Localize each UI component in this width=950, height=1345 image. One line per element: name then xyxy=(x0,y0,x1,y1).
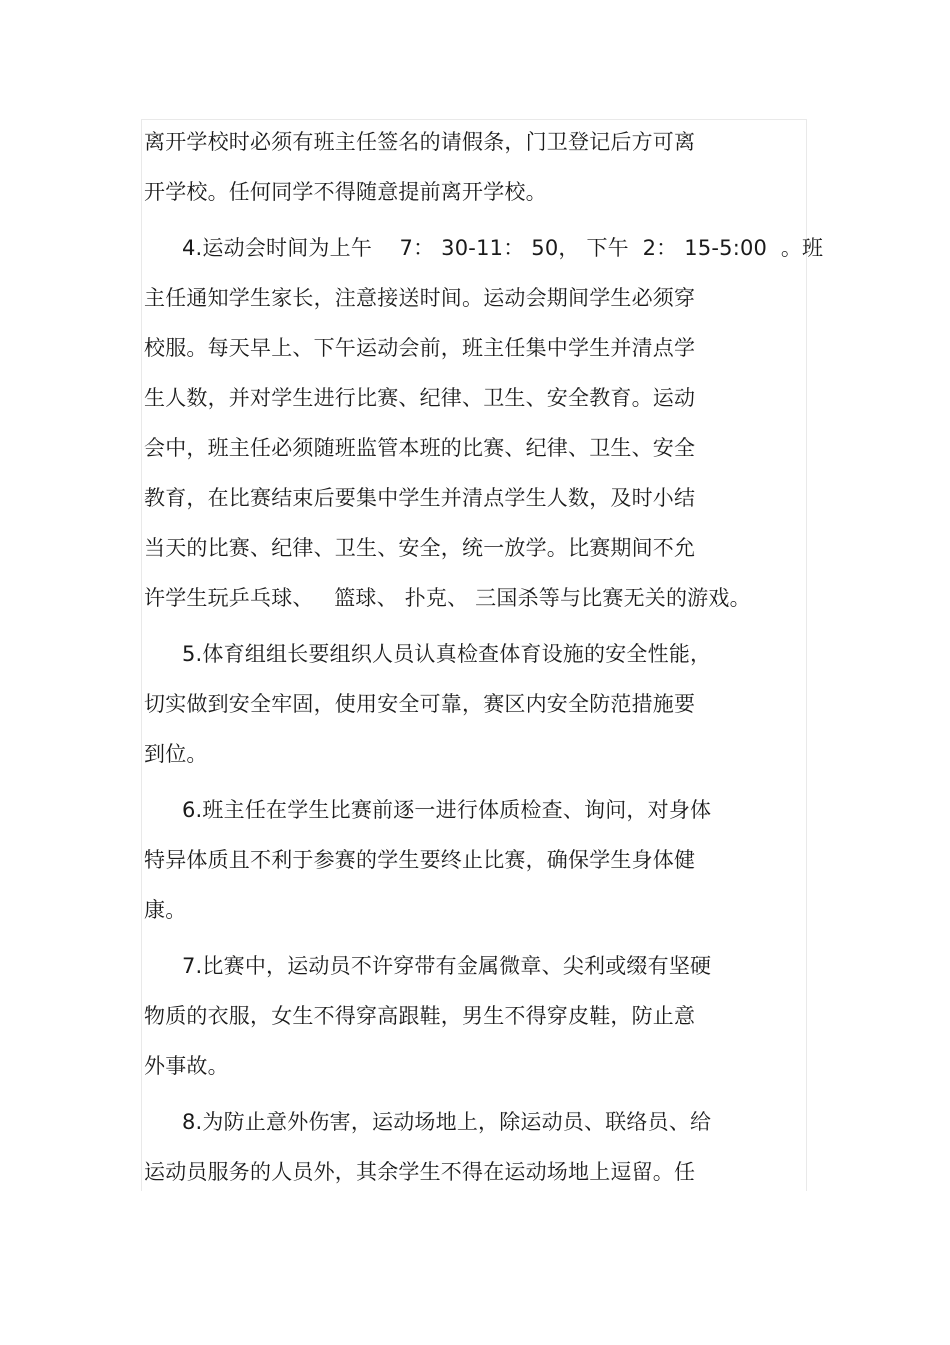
paragraph-6-line: 6.班主任在学生比赛前逐一进行体质检查、询问，对身体 xyxy=(182,798,712,822)
paragraph-4-line: 4.运动会时间为上午 7： 30-11： 50， 下午 2： 15-5:00 。班 xyxy=(182,236,824,260)
text-line: 许学生玩乒乓球、 篮球、 扑克、 三国杀等与比赛无关的游戏。 xyxy=(144,586,751,610)
text-line: 生人数，并对学生进行比赛、纪律、卫生、安全教育。运动 xyxy=(144,386,696,410)
paragraph-7-line: 7.比赛中，运动员不许穿带有金属微章、尖利或缀有坚硬 xyxy=(182,954,712,978)
text-line: 离开学校时必须有班主任签名的请假条，门卫登记后方可离 xyxy=(144,130,696,154)
text-line: 主任通知学生家长，注意接送时间。运动会期间学生必须穿 xyxy=(144,286,696,310)
text-line: 校服。每天早上、下午运动会前，班主任集中学生并清点学 xyxy=(144,336,696,360)
paragraph-5-line: 5.体育组组长要组织人员认真检查体育设施的安全性能， xyxy=(182,642,712,666)
text-line: 教育，在比赛结束后要集中学生并清点学生人数，及时小结 xyxy=(144,486,696,510)
text-line: 到位。 xyxy=(144,742,208,766)
text-line: 康。 xyxy=(144,898,187,922)
text-line: 开学校。任何同学不得随意提前离开学校。 xyxy=(144,180,547,204)
text-line: 外事故。 xyxy=(144,1054,229,1078)
text-line: 切实做到安全牢固，使用安全可靠，赛区内安全防范措施要 xyxy=(144,692,696,716)
text-line: 物质的衣服，女生不得穿高跟鞋，男生不得穿皮鞋，防止意 xyxy=(144,1004,696,1028)
paragraph-8-line: 8.为防止意外伤害，运动场地上，除运动员、联络员、给 xyxy=(182,1110,712,1134)
text-line: 运动员服务的人员外，其余学生不得在运动场地上逗留。任 xyxy=(144,1160,696,1184)
text-line: 当天的比赛、纪律、卫生、安全，统一放学。比赛期间不允 xyxy=(144,536,696,560)
text-line: 特异体质且不利于参赛的学生要终止比赛，确保学生身体健 xyxy=(144,848,696,872)
text-line: 会中，班主任必须随班监管本班的比赛、纪律、卫生、安全 xyxy=(144,436,696,460)
